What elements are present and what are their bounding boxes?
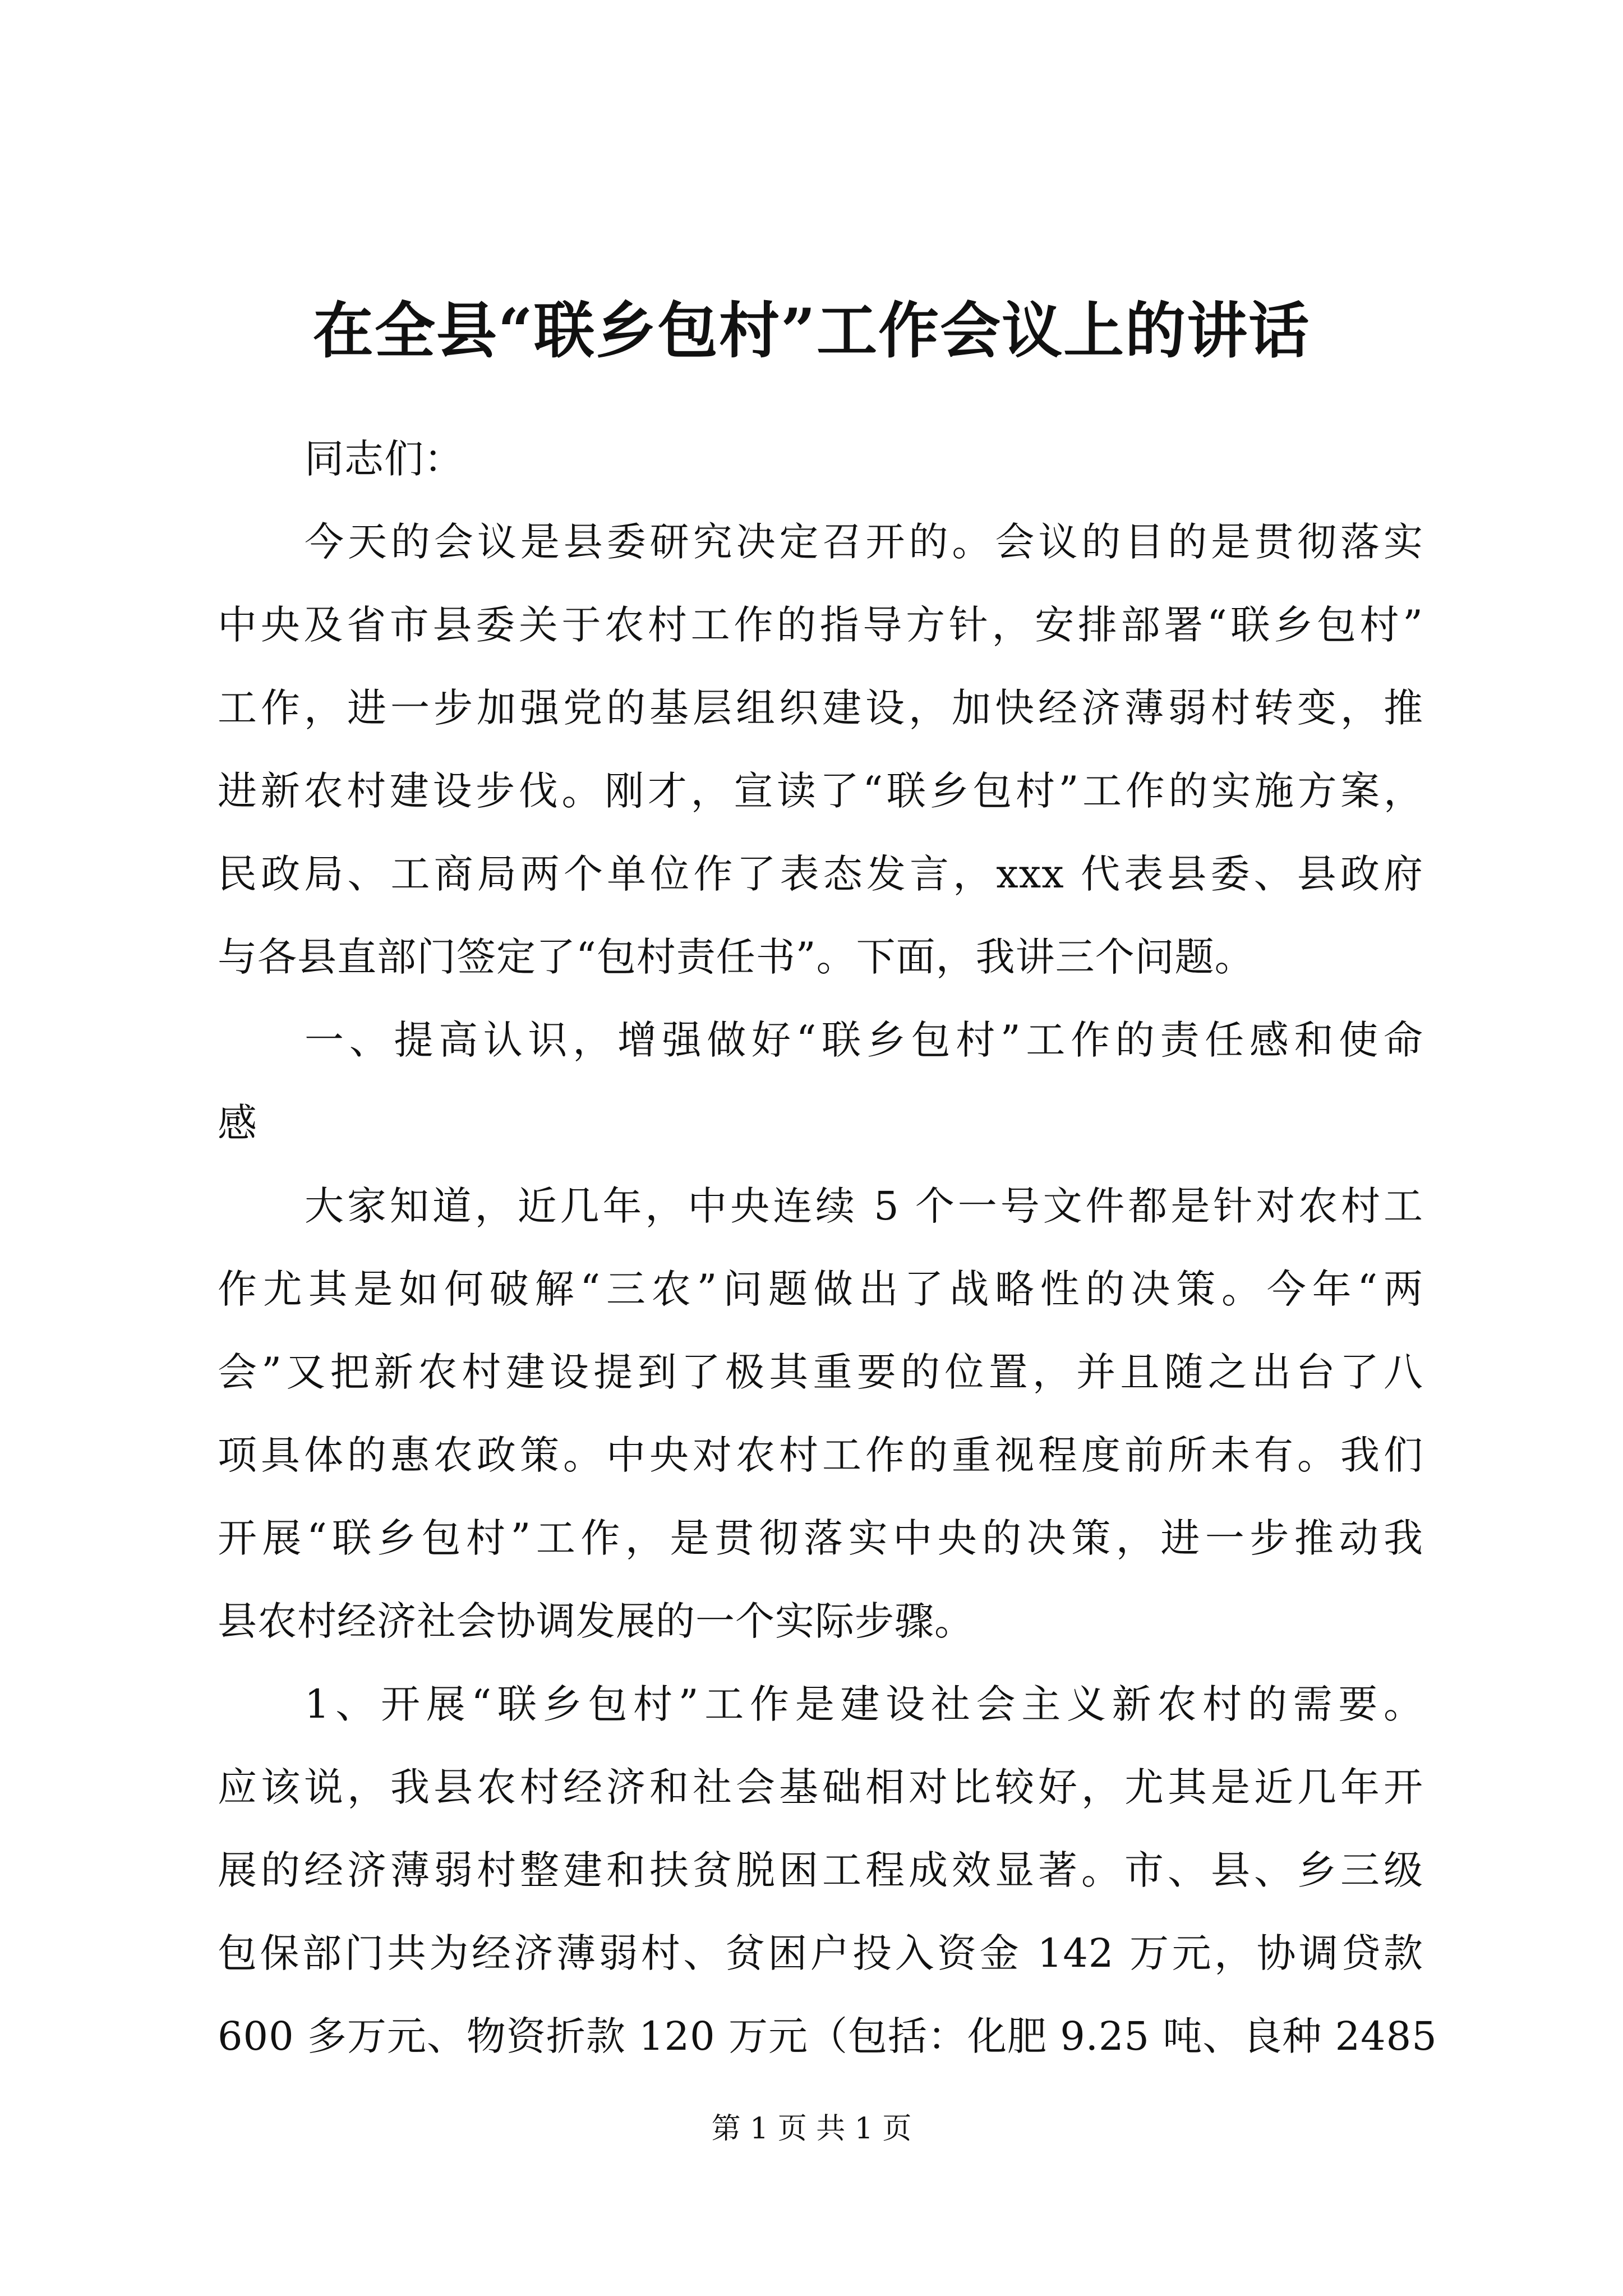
page-footer: 第 1 页 共 1 页 [711, 2112, 912, 2146]
document-title: 在全县“联乡包村”工作会议上的讲话 [312, 296, 1311, 366]
document-body [218, 417, 1437, 2078]
text-line: 作尤其是如何破解“三农”问题做出了战略性的决策。今年“两 [218, 1266, 1423, 1312]
text-line: 中央及省市县委关于农村工作的指导方针，安排部署“联乡包村” [218, 602, 1423, 648]
text-line: 进新农村建设步伐。刚才，宣读了“联乡包村”工作的实施方案， [218, 768, 1423, 814]
text-line: 民政局、工商局两个单位作了表态发言，xxx 代表县委、县政府 [218, 851, 1423, 897]
text-line: 600 多万元、物资折款 120 万元（包括：化肥 9.25 吨、良种 2485 [218, 2013, 1437, 2059]
text-line: 今天的会议是县委研究决定召开的。会议的目的是贯彻落实 [305, 519, 1423, 565]
text-line: 工作，进一步加强党的基层组织建设，加快经济薄弱村转变，推 [218, 685, 1423, 731]
text-line: 感 [218, 1100, 257, 1146]
text-line: 会”又把新农村建设提到了极其重要的位置，并且随之出台了八 [218, 1349, 1423, 1395]
text-line: 项具体的惠农政策。中央对农村工作的重视程度前所未有。我们 [218, 1432, 1423, 1478]
text-line: 展的经济薄弱村整建和扶贫脱困工程成效显著。市、县、乡三级 [218, 1847, 1423, 1893]
text-line: 应该说，我县农村经济和社会基础相对比较好，尤其是近几年开 [218, 1764, 1423, 1810]
text-line: 一、提高认识，增强做好“联乡包村”工作的责任感和使命 [305, 1017, 1423, 1063]
text-line: 大家知道，近几年，中央连续 5 个一号文件都是针对农村工 [305, 1183, 1423, 1229]
text-line: 开展“联乡包村”工作，是贯彻落实中央的决策，进一步推动我 [218, 1515, 1423, 1561]
text-line: 1、开展“联乡包村”工作是建设社会主义新农村的需要。 [305, 1681, 1423, 1727]
text-line: 与各县直部门签定了“包村责任书”。下面，我讲三个问题。 [218, 934, 1255, 980]
text-line: 包保部门共为经济薄弱村、贫困户投入资金 142 万元，协调贷款 [218, 1930, 1423, 1976]
text-line: 同志们： [305, 436, 464, 482]
text-line: 县农村经济社会协调发展的一个实际步骤。 [218, 1598, 974, 1644]
